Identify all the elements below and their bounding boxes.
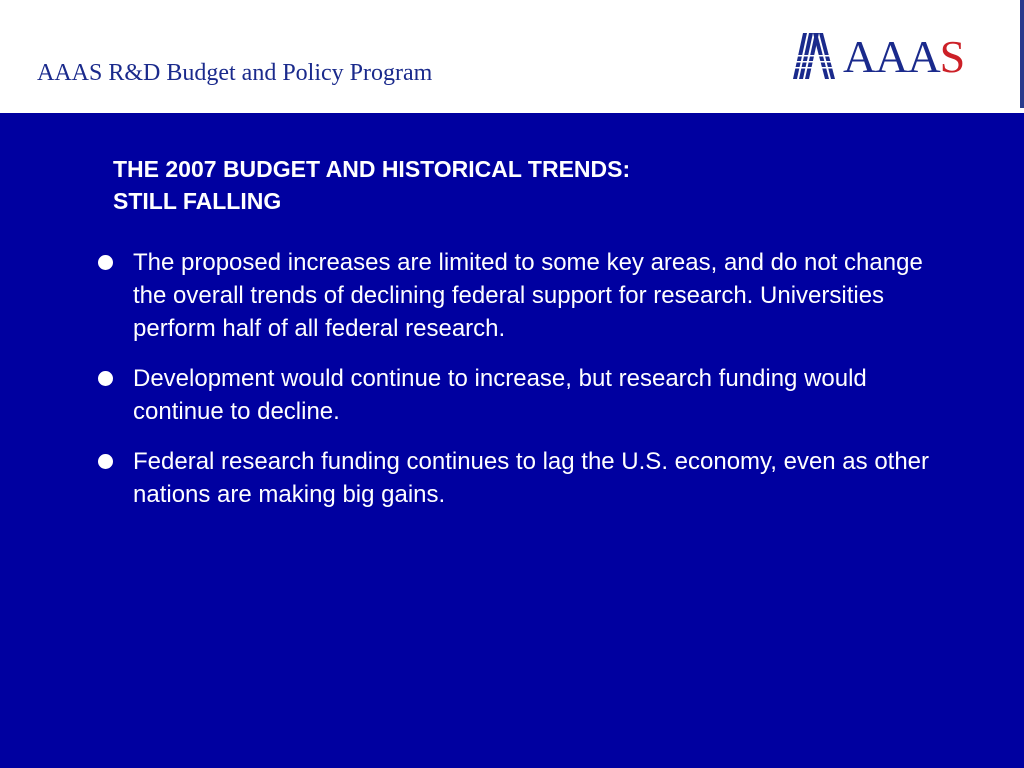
header-edge-divider <box>1020 0 1024 108</box>
logo-text-accent: S <box>939 31 965 82</box>
bullet-dot-icon <box>98 454 113 469</box>
bullet-item <box>93 362 933 428</box>
bullet-text: The proposed increases are limited to some key areas, and do not change the overall trends of declining federal support for research. Universities perform half of all federal research. <box>133 249 923 342</box>
bullet-list <box>93 246 933 528</box>
slide-title-line-2: STILL FALLING <box>113 188 282 214</box>
bullet-dot-icon <box>98 371 113 386</box>
bullet-item <box>93 445 933 511</box>
slide-title <box>113 153 873 217</box>
header-bar <box>0 0 1024 113</box>
slide-title-line-1: THE 2007 BUDGET AND HISTORICAL TRENDS: <box>113 156 631 182</box>
aaas-logo-mark-icon <box>793 33 837 79</box>
logo-text-main: AAA <box>843 31 940 82</box>
bullet-text: Federal research funding continues to lag the U.S. economy, even as other nations are making big gains. <box>133 448 930 508</box>
program-title: AAAS R&D Budget and Policy Program <box>37 60 433 86</box>
aaas-logo-text <box>843 29 964 85</box>
bullet-dot-icon <box>98 255 113 270</box>
bullet-item <box>93 246 933 345</box>
aaas-logo <box>793 33 963 81</box>
bullet-text: Development would continue to increase, but research funding would continue to decline. <box>133 365 867 425</box>
